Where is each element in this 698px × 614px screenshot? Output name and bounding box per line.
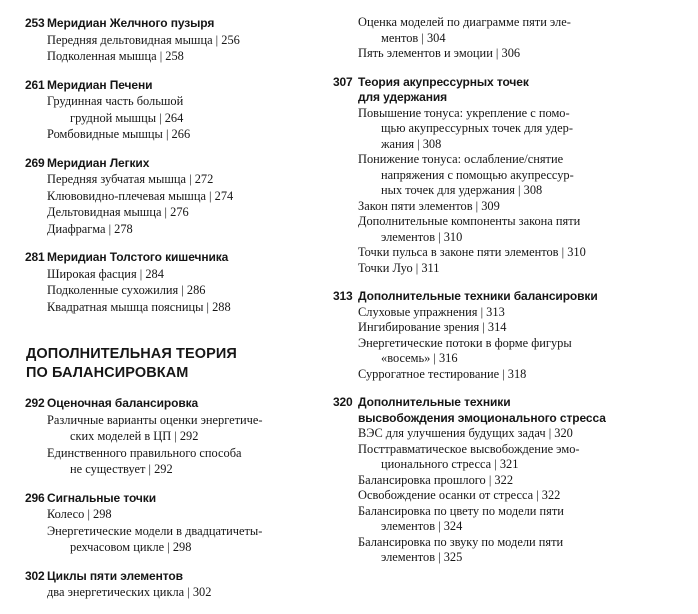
section-title-line: Циклы пяти элементов [47, 568, 183, 583]
section-title-line: Теория акупрессурных точек [358, 74, 529, 89]
toc-section-block [333, 75, 691, 277]
toc-column-left [25, 15, 331, 613]
section-content [358, 395, 691, 566]
section-start-page-number: 320 [333, 395, 353, 409]
toc-entry-line: Освобождение осанки от стресса | 322 [358, 488, 561, 502]
section-content [358, 15, 691, 62]
part-header-line: ПО БАЛАНСИРОВКАМ [26, 365, 189, 381]
toc-entry-line: щью акупрессурных точек для удер- [381, 121, 573, 135]
section-start-page-number: 296 [25, 490, 45, 505]
toc-entry-line: Ромбовидные мышцы | 266 [47, 127, 191, 141]
toc-entry-line: Грудинная часть большой [47, 94, 184, 108]
toc-entry-line: Ингибирование зрения | 314 [358, 320, 507, 334]
section-start-page-number: 281 [25, 250, 45, 264]
section-title-line: Меридиан Легких [47, 155, 150, 170]
toc-section-block [25, 249, 331, 315]
toc-entry-line: Дополнительные компоненты закона пяти [358, 214, 581, 228]
toc-entry-line: Слуховые упражнения | 313 [358, 304, 505, 319]
toc-entry-line: Подколенные сухожилия | 286 [47, 283, 206, 297]
section-title-line: Дополнительные техники балансировки [358, 289, 598, 303]
section-title-line: Меридиан Желчного пузыря [47, 16, 215, 30]
section-start-page-number: 307 [333, 74, 353, 89]
section-start-page-number: 292 [25, 396, 45, 410]
section-title-line: Сигнальные точки [47, 490, 156, 505]
toc-entry-line: ционального стресса | 321 [381, 457, 519, 471]
toc-entry-line: Балансировка по цвету по модели пяти [358, 503, 564, 518]
toc-entry-line: ских моделей в ЦП | 292 [70, 429, 199, 443]
toc-entry-line: не существует | 292 [70, 462, 173, 476]
toc-entry-line: ных точек для удержания | 308 [381, 183, 543, 197]
toc-entry-line: Дельтовидная мышца | 276 [47, 205, 189, 219]
toc-entry-line: элементов | 310 [381, 229, 463, 244]
toc-entry-line: Квадратная мышца поясницы | 288 [47, 299, 231, 314]
toc-section-block [25, 568, 331, 601]
section-content [47, 395, 331, 478]
toc-section-block [25, 395, 331, 478]
toc-section-block [25, 490, 331, 556]
section-title-line: Меридиан Печени [47, 77, 153, 92]
toc-entry-line: Широкая фасция | 284 [47, 266, 164, 281]
toc-entry-line: Различные варианты оценки энергетиче- [47, 412, 263, 427]
section-start-page-number: 269 [25, 155, 45, 170]
toc-entry-line: Диафрагма | 278 [47, 221, 133, 236]
section-start-page-number: 261 [25, 77, 45, 92]
part-header-line: ДОПОЛНИТЕЛЬНАЯ ТЕОРИЯ [26, 346, 237, 362]
toc-entry-line: напряжения с помощью акупрессур- [381, 167, 574, 182]
toc-entry-line: ВЭС для улучшения будущих задач | 320 [358, 426, 573, 440]
toc-section-block [333, 289, 691, 382]
section-content [47, 568, 331, 601]
toc-entry-line: Закон пяти элементов | 309 [358, 198, 500, 213]
section-title-line: высвобождения эмоционального стресса [358, 410, 606, 425]
toc-section-block [25, 77, 331, 143]
toc-section-block [333, 395, 691, 566]
toc-entry-line: грудной мышцы | 264 [70, 110, 184, 125]
section-content [47, 155, 331, 238]
toc-entry-line: Пять элементов и эмоции | 306 [358, 46, 521, 60]
section-content [47, 249, 331, 315]
toc-entry-line: Передняя дельтовидная мышца | 256 [47, 32, 240, 47]
section-title-line: Дополнительные техники [358, 395, 511, 409]
section-title-line: Меридиан Толстого кишечника [47, 250, 229, 264]
section-title-line: Оценочная балансировка [47, 396, 199, 410]
toc-entry-line: Единственного правильного способа [47, 445, 242, 460]
toc-entry-line: элементов | 324 [381, 519, 463, 533]
section-start-page-number: 313 [333, 289, 353, 303]
section-content [358, 289, 691, 382]
toc-entry-line: Клювовидно-плечевая мышца | 274 [47, 188, 234, 203]
section-start-page-number: 302 [25, 568, 45, 583]
section-content [47, 15, 331, 65]
toc-entry-line: «восемь» | 316 [381, 351, 458, 365]
toc-entry-line: Колесо | 298 [47, 507, 112, 521]
toc-continuation-block [333, 15, 691, 62]
section-content [47, 490, 331, 556]
section-content [358, 75, 691, 277]
toc-entry-line: ментов | 304 [381, 30, 446, 45]
part-header [26, 345, 331, 383]
toc-entry-line: Посттравматическое высвобождение эмо- [358, 441, 580, 456]
toc-column-right [333, 15, 691, 579]
toc-entry-line: Энергетические потоки в форме фигуры [358, 335, 572, 350]
toc-section-block [25, 15, 331, 65]
toc-entry-line: Точки Луо | 311 [358, 260, 440, 275]
toc-entry-line: Оценка моделей по диаграмме пяти эле- [358, 15, 571, 29]
toc-entry-line: два энергетических цикла | 302 [47, 585, 212, 599]
toc-entry-line: Суррогатное тестирование | 318 [358, 366, 527, 381]
section-start-page-number [333, 15, 358, 62]
toc-entry-line: Подколенная мышца | 258 [47, 49, 184, 63]
section-content [47, 77, 331, 143]
section-start-page-number: 253 [25, 16, 45, 30]
toc-entry-line: жания | 308 [381, 136, 442, 151]
toc-entry-line: Передняя зубчатая мышца | 272 [47, 172, 214, 186]
toc-entry-line: Точки пульса в законе пяти элементов | 310 [358, 245, 586, 259]
toc-section-block [25, 155, 331, 238]
toc-entry-line: Балансировка по звуку по модели пяти [358, 534, 564, 549]
toc-entry-line: Энергетические модели в двадцатичеты- [47, 523, 263, 538]
toc-entry-line: Повышение тонуса: укрепление с помо- [358, 105, 570, 120]
toc-entry-line: Балансировка прошлого | 322 [358, 472, 514, 487]
toc-entry-line: рехчасовом цикле | 298 [70, 540, 192, 554]
section-title-line: для удержания [358, 90, 448, 104]
toc-entry-line: элементов | 325 [381, 550, 463, 564]
toc-entry-line: Понижение тонуса: ослабление/снятие [358, 152, 564, 166]
